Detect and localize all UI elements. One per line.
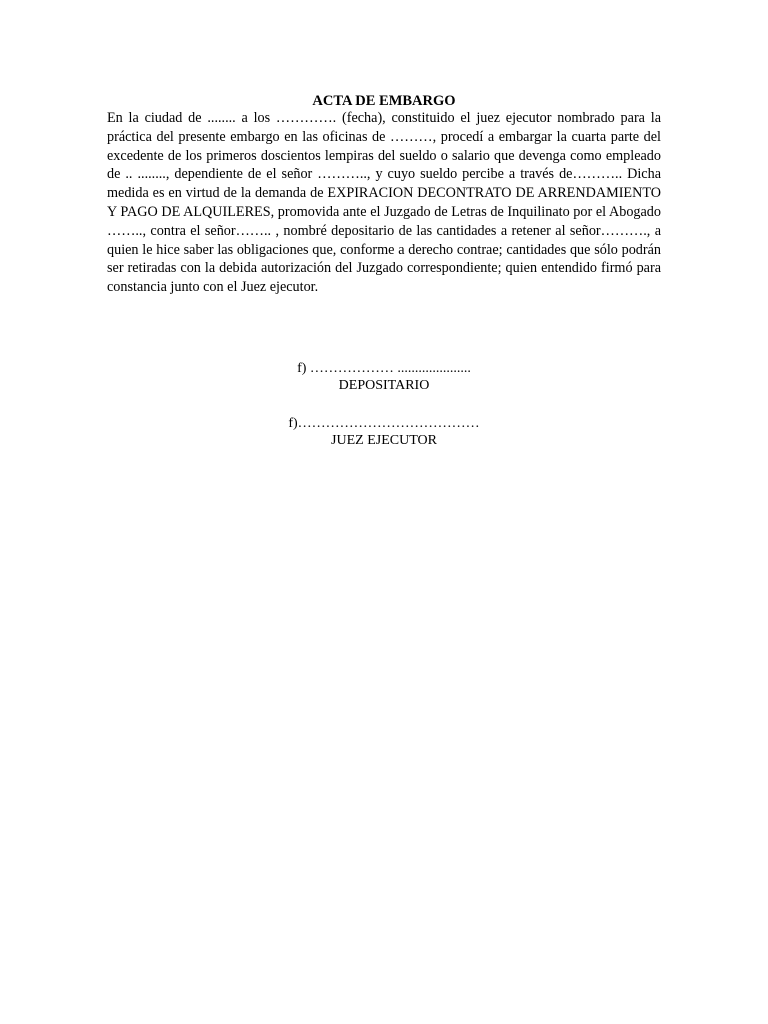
juez-signature-line: f)………………………………… <box>288 416 480 431</box>
juez-ejecutor-label: JUEZ EJECUTOR <box>331 433 437 448</box>
depositario-label: DEPOSITARIO <box>338 378 430 393</box>
depositario-signature-line: f) ……………… ..................... <box>297 361 471 376</box>
document-title: ACTA DE EMBARGO <box>312 93 456 109</box>
document-body-paragraph: En la ciudad de ........ a los …………. (fecha), constituido el juez ejecutor nombrado para la práctica del presente embargo en las oficinas de ………, procedí a embargar la cuarta parte del excedente de los primeros doscientos lempiras del sueldo o salario que devenga como empleado de .. ........, dependiente de el señor ……….., y cuyo sueldo percibe a través de……….. Dicha medida es en virtud de la demanda de EXPIRACION DECONTRATO DE ARRENDAMIENTO Y PAGO DE ALQUILERES, promovida ante el Juzgado de Letras de Inquilinato por el Abogado …….., contra el señor…….. , nombré depositario de las cantidades a retener al señor………., a quien le hice saber las obligaciones que, conforme a derecho contrae; cantidades que sólo podrán ser retiradas con la debida autorización del Juzgado correspondiente; quien entendido firmó para constancia junto con el Juez ejecutor. <box>107 110 661 296</box>
